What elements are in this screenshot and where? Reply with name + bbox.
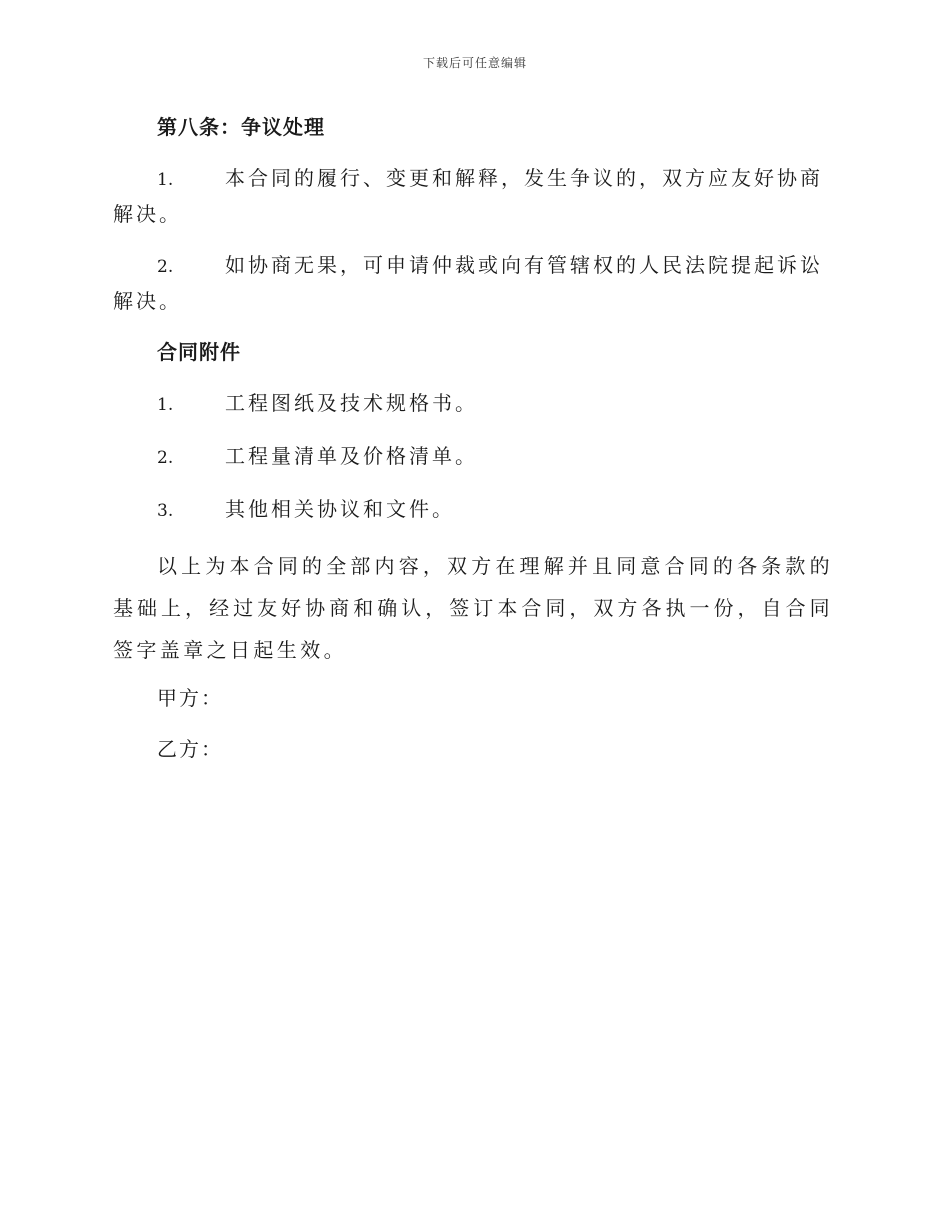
- article-8-item-2: [113, 248, 833, 318]
- attachment-item-3: [113, 492, 833, 528]
- page-header-note: 下载后可任意编辑: [422, 56, 527, 70]
- document-body: [113, 110, 833, 783]
- item-number: 1.: [157, 395, 174, 415]
- item-text: 工程量清单及价格清单。: [225, 444, 478, 468]
- article-8-item-1: [113, 161, 833, 231]
- item-text: 其他相关协议和文件。: [225, 497, 455, 521]
- closing-paragraph: 以上为本合同的全部内容，双方在理解并且同意合同的各条款的基础上，经过友好协商和确认，签订本合同，双方各执一份，自合同签字盖章之日起生效。: [113, 554, 833, 662]
- item-text: 如协商无果，可申请仲裁或向有管辖权的人民法院提起诉讼解决。: [113, 253, 823, 313]
- party-a-signature-line: 甲方：: [157, 686, 223, 710]
- item-number: 2.: [157, 257, 174, 277]
- item-number: 1.: [157, 170, 174, 190]
- item-number: 2.: [157, 448, 174, 468]
- party-b-signature-line: 乙方：: [157, 737, 223, 761]
- attachment-item-2: [113, 439, 833, 475]
- item-text: 本合同的履行、变更和解释，发生争议的，双方应友好协商解决。: [113, 166, 823, 226]
- attachments-title: 合同附件: [157, 340, 241, 364]
- item-number: 3.: [157, 501, 174, 521]
- article-8-title: 第八条：争议处理: [157, 115, 325, 139]
- item-text: 工程图纸及技术规格书。: [225, 391, 478, 415]
- attachment-item-1: [113, 386, 833, 422]
